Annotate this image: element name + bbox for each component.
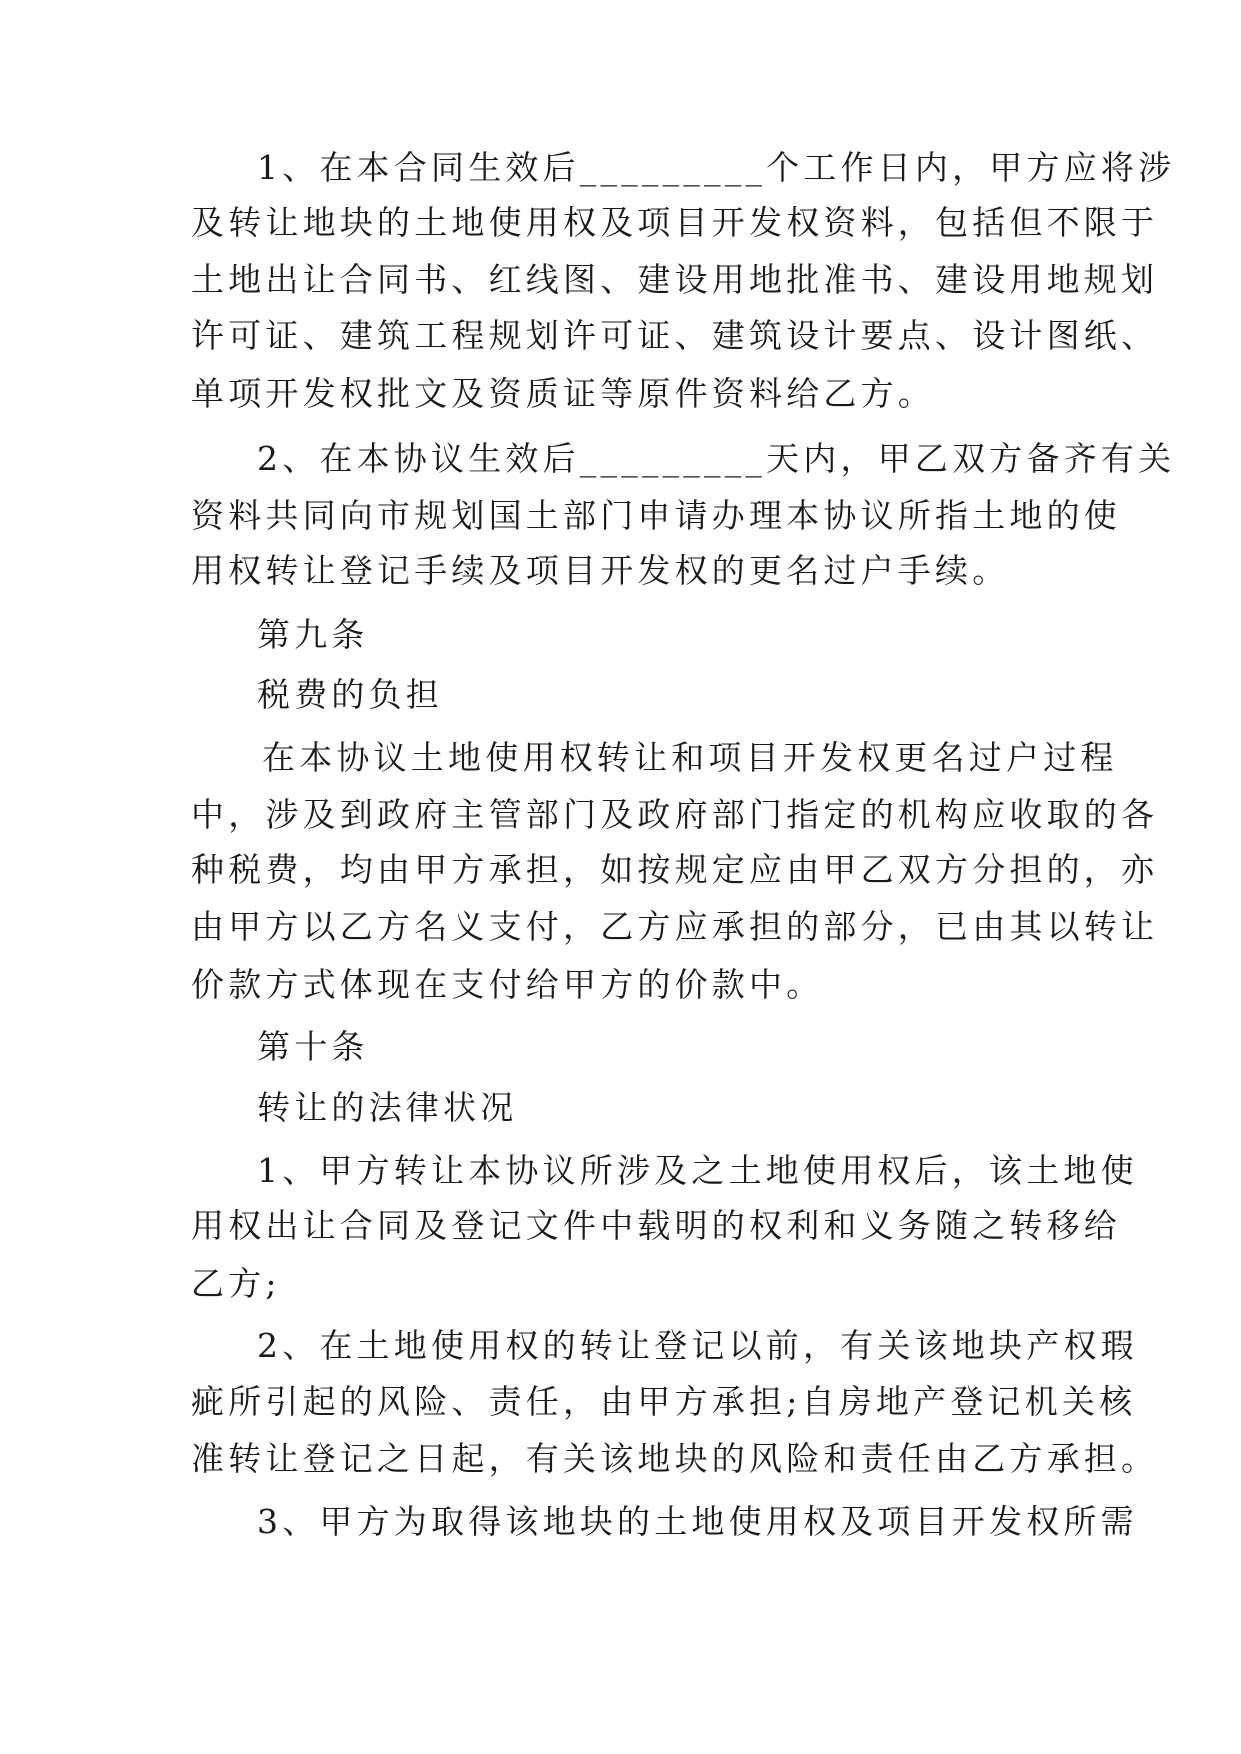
- text-line: 中，涉及到政府主管部门及政府部门指定的机构应收取的各: [191, 795, 1159, 834]
- text-line: 由甲方以乙方名义支付，乙方应承担的部分，已由其以转让: [191, 907, 1159, 946]
- article-title: 税费的负担: [257, 675, 443, 714]
- text-line: 1、甲方转让本协议所涉及之土地使用权后，该土地使: [257, 1151, 1138, 1190]
- text-line: 疵所引起的风险、责任，由甲方承担;自房地产登记机关核: [191, 1382, 1137, 1421]
- text-line: 2、在土地使用权的转让登记以前，有关该地块产权瑕: [257, 1326, 1138, 1365]
- article-heading: 第十条: [257, 1027, 369, 1066]
- text-line: 2、在本协议生效后_________天内，甲乙双方备齐有关: [257, 439, 1176, 478]
- text-line: 在本协议土地使用权转让和项目开发权更名过户过程: [262, 738, 1118, 777]
- text-line: 单项开发权批文及资质证等原件资料给乙方。: [191, 374, 935, 413]
- article-title: 转让的法律状况: [257, 1088, 518, 1127]
- text-line: 许可证、建筑工程规划许可证、建筑设计要点、设计图纸、: [191, 316, 1159, 355]
- text-line: 土地出让合同书、红线图、建设用地批准书、建设用地规划: [191, 260, 1159, 299]
- text-line: 3、甲方为取得该地块的土地使用权及项目开发权所需: [257, 1502, 1138, 1541]
- text-line: 1、在本合同生效后_________个工作日内，甲方应将涉: [257, 148, 1176, 187]
- article-heading: 第九条: [257, 615, 369, 654]
- text-line: 及转让地块的土地使用权及项目开发权资料，包括但不限于: [191, 203, 1159, 242]
- text-line: 用权出让合同及登记文件中载明的权利和义务随之转移给: [191, 1206, 1121, 1245]
- text-line: 价款方式体现在支付给甲方的价款中。: [191, 965, 824, 1004]
- text-line: 准转让登记之日起，有关该地块的风险和责任由乙方承担。: [191, 1439, 1159, 1478]
- text-line: 用权转让登记手续及项目开发权的更名过户手续。: [191, 551, 1010, 590]
- text-line: 乙方;: [191, 1264, 281, 1303]
- text-line: 资料共同向市规划国土部门申请办理本协议所指土地的使: [191, 496, 1121, 535]
- text-line: 种税费，均由甲方承担，如按规定应由甲乙双方分担的，亦: [191, 850, 1159, 889]
